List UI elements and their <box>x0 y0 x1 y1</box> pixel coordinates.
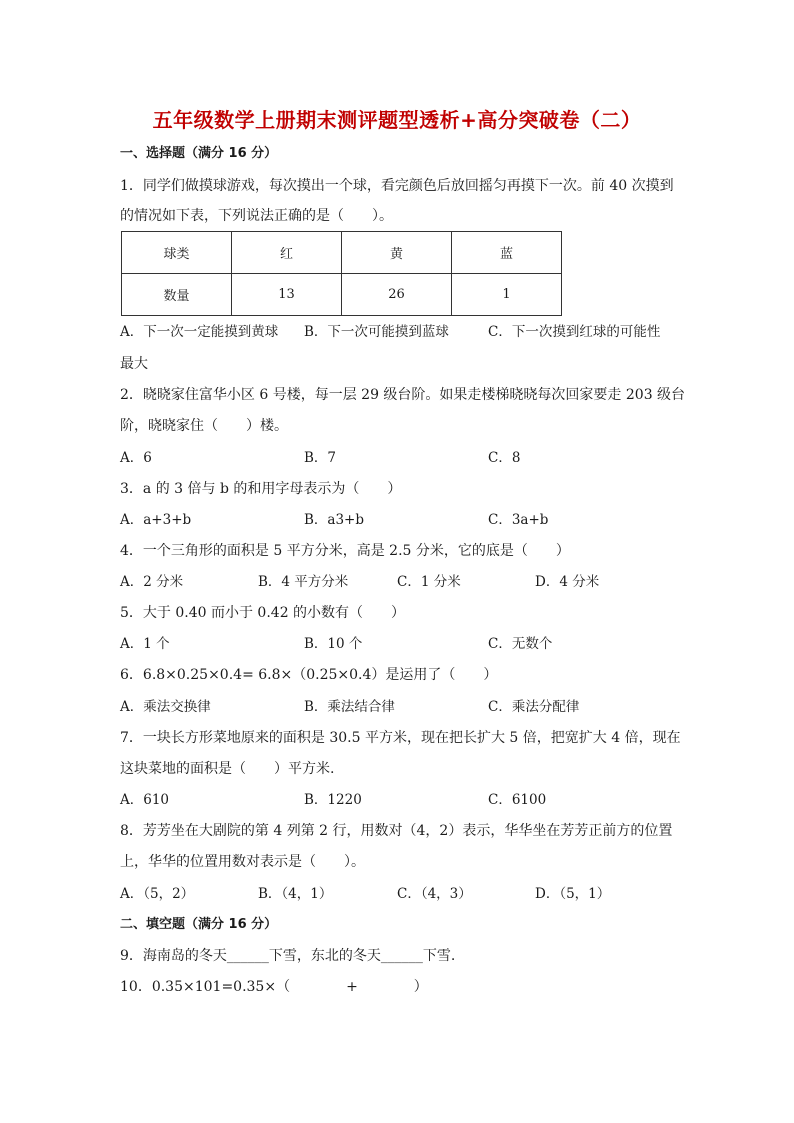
table-row <box>122 232 562 274</box>
ball-count-table <box>121 231 562 316</box>
option-b: B．a3+b <box>304 512 365 528</box>
option-a: A．乘法交换律 <box>120 699 211 715</box>
option-a: A．1 个 <box>120 636 170 652</box>
option-b: B．下一次可能摸到蓝球 <box>304 324 449 340</box>
table-header-cell: 蓝 <box>452 232 562 274</box>
option-c: C．乘法分配律 <box>488 699 580 715</box>
question-8-text-cont: 上，华华的位置用数对表示是（ ）。 <box>120 854 365 870</box>
table-header-cell: 红 <box>232 232 342 274</box>
question-6-text: 6．6.8×0.25×0.4= 6.8×（0.25×0.4）是运用了（ ） <box>120 667 498 683</box>
table-header-cell: 球类 <box>122 232 232 274</box>
option-b: B．4 平方分米 <box>258 574 349 590</box>
question-2-text-cont: 阶，晓晓家住（ ）楼。 <box>120 418 288 434</box>
section-heading-fill: 二、填空题（满分 16 分） <box>120 917 278 932</box>
table-row <box>122 274 562 316</box>
option-c: C．6100 <box>488 792 547 808</box>
option-c: C．无数个 <box>488 636 553 652</box>
question-9-text: 9．海南岛的冬天______下雪，东北的冬天______下雪. <box>120 948 456 964</box>
option-c: C．3a+b <box>488 512 549 528</box>
question-2-text: 2．晓晓家住富华小区 6 号楼，每一层 29 级台阶。如果走楼梯晓晓每次回家要走 203 级台 <box>120 387 686 403</box>
option-c: C．1 分米 <box>397 574 461 590</box>
question-1-text: 1．同学们做摸球游戏，每次摸出一个球，看完颜色后放回摇匀再摸下一次。前 40 次摸到 <box>120 178 674 194</box>
option-a: A．下一次一定能摸到黄球 <box>120 324 279 340</box>
option-a: A．2 分米 <box>120 574 184 590</box>
option-a: A．610 <box>120 792 170 808</box>
question-5-text: 5．大于 0.40 而小于 0.42 的小数有（ ） <box>120 605 406 621</box>
question-7-text-cont: 这块菜地的面积是（ ）平方米. <box>120 761 335 777</box>
table-cell: 1 <box>452 274 562 316</box>
option-a: A．6 <box>120 450 152 466</box>
option-b: B．（4，1） <box>258 886 333 902</box>
question-10-text: 10．0.35×101=0.35×（ + ） <box>120 979 428 995</box>
option-a: A．a+3+b <box>120 512 192 528</box>
option-c: C．下一次摸到红球的可能性 <box>488 324 661 340</box>
option-d: D．4 分米 <box>535 574 600 590</box>
option-b: B．乘法结合律 <box>304 699 395 715</box>
option-c: C．8 <box>488 450 521 466</box>
table-cell: 13 <box>232 274 342 316</box>
table-cell: 数量 <box>122 274 232 316</box>
question-8-text: 8．芳芳坐在大剧院的第 4 列第 2 行，用数对（4，2）表示，华华坐在芳芳正前方的位置 <box>120 823 673 839</box>
table-header-cell: 黄 <box>342 232 452 274</box>
question-4-text: 4．一个三角形的面积是 5 平方分米，高是 2.5 分米，它的底是（ ） <box>120 543 570 559</box>
option-c-cont: 最大 <box>120 356 148 372</box>
question-3-text: 3．a 的 3 倍与 b 的和用字母表示为（ ） <box>120 481 402 497</box>
page-title: 五年级数学上册期末测评题型透析+高分突破卷（二） <box>152 108 642 132</box>
question-1-text-cont: 的情况如下表，下列说法正确的是（ ）。 <box>120 208 393 224</box>
option-b: B．10 个 <box>304 636 363 652</box>
option-d: D．（5，1） <box>535 886 611 902</box>
option-c: C．（4，3） <box>397 886 472 902</box>
option-b: B．1220 <box>304 792 362 808</box>
section-heading-choice: 一、选择题（满分 16 分） <box>120 146 278 161</box>
option-a: A．（5，2） <box>120 886 195 902</box>
table-cell: 26 <box>342 274 452 316</box>
question-7-text: 7．一块长方形菜地原来的面积是 30.5 平方米，现在把长扩大 5 倍，把宽扩大 4 倍，现在 <box>120 730 681 746</box>
option-b: B．7 <box>304 450 337 466</box>
